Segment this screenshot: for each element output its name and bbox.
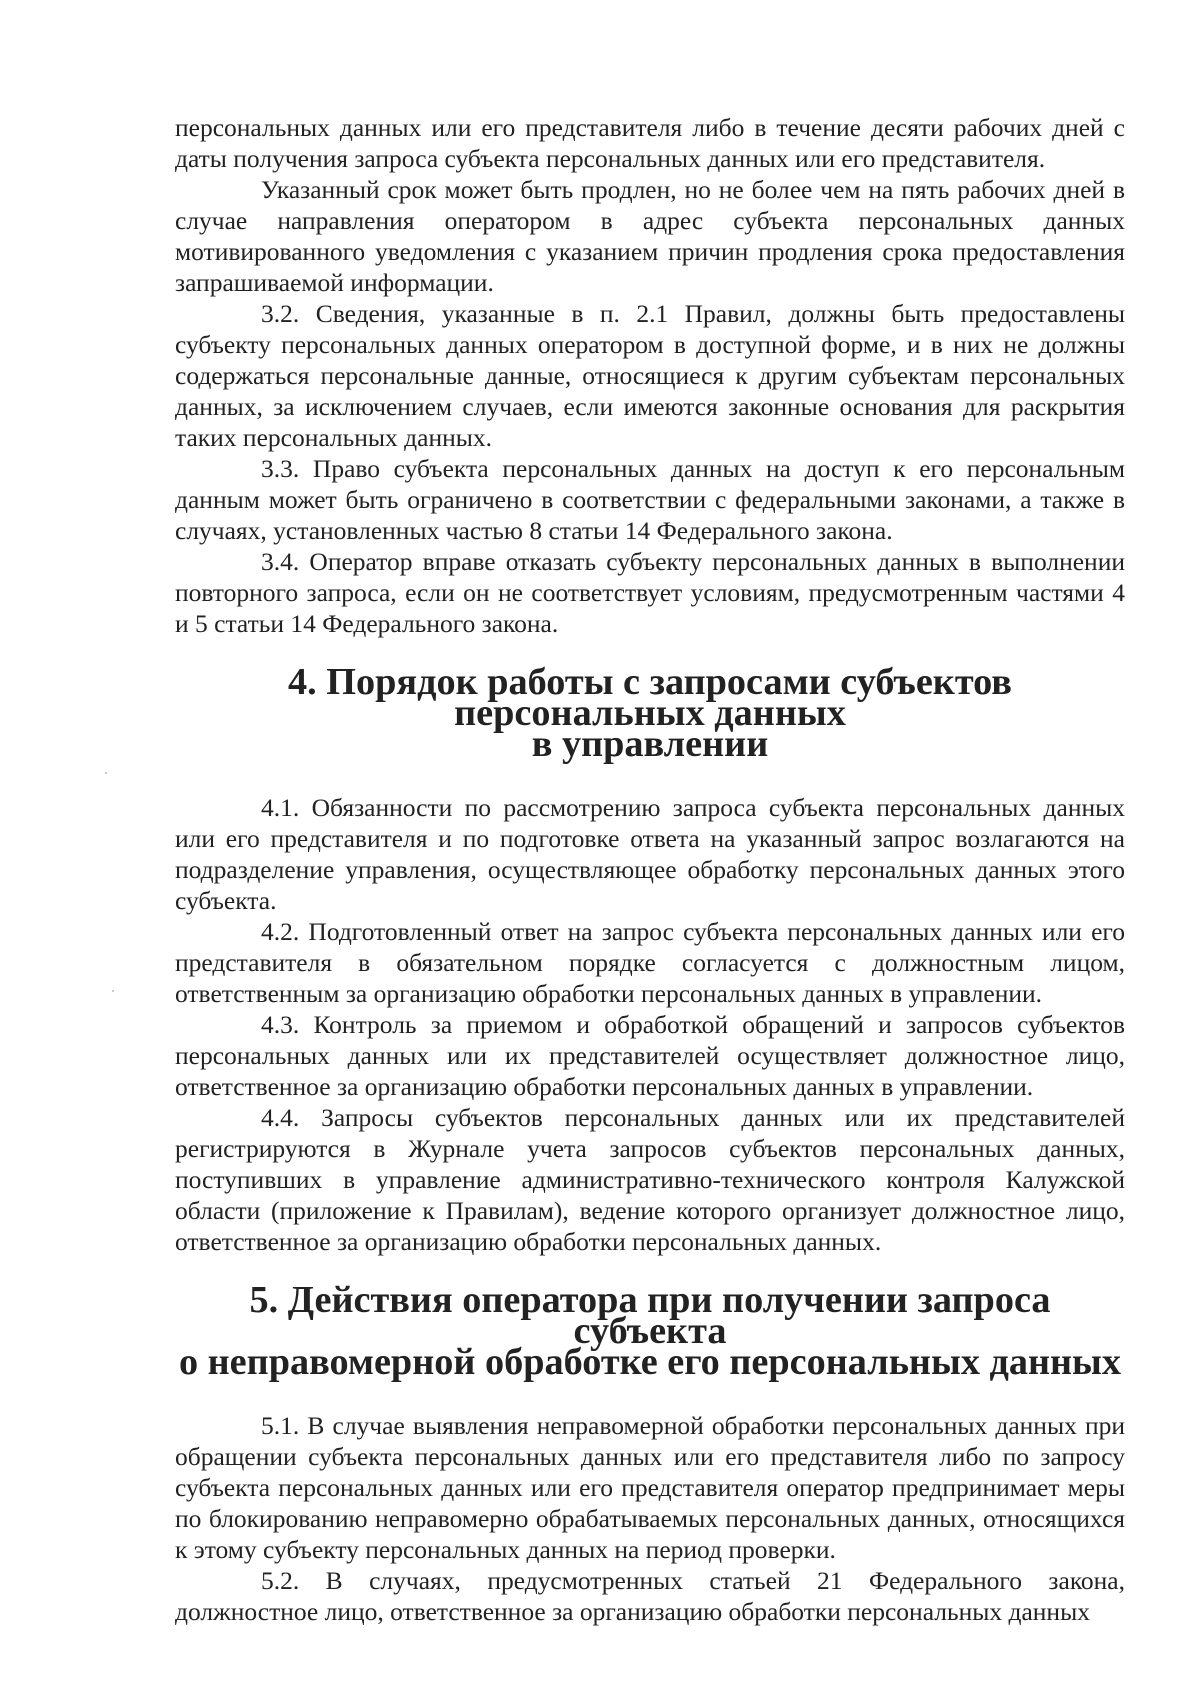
paragraph-4-2: 4.2. Подготовленный ответ на запрос субъекта персональных данных или его представителя в обязательном порядке согласуется с должностным лицом, ответственным за организацию обработки персональных данных в управлении. [175, 917, 1125, 1008]
paragraph-4-1: 4.1. Обязанности по рассмотрению запроса субъекта персональных данных или его представителя и по подготовке ответа на указанный запрос возлагаются на подразделение управления, осуществляющее обработку персональных данных этого субъекта. [175, 793, 1125, 915]
scan-speck [112, 990, 114, 992]
paragraph-4-4: 4.4. Запросы субъектов персональных данных или их представителей регистрируются в Журнале учета запросов субъектов персональных данных, поступивших в управление административно-технического контроля Калужской области (приложение к Правилам), ведение которого организует должностное лицо, ответственное за организацию обработки персональных данных. [175, 1103, 1125, 1256]
paragraph-3-3: 3.3. Право субъекта персональных данных на доступ к его персональным данным может быть ограничено в соответствии с федеральными законами, а также в случаях, установленных частью 8 статьи 14 Федерального закона. [175, 454, 1125, 545]
paragraph-5-2: 5.2. В случаях, предусмотренных статьей 21 Федерального закона, должностное лицо, ответственное за организацию обработки персональных данных [175, 1566, 1125, 1626]
section-5-heading-line-2: о неправомерной обработке его персональных данных [178, 1341, 1122, 1383]
paragraph-3-2: 3.2. Сведения, указанные в п. 2.1 Правил, должны быть предоставлены субъекту персональных данных оператором в доступной форме, и в них не должны содержаться персональные данные, относящиеся к другим субъектам персональных данных, за исключением случаев, если имеются законные основания для раскрытия таких персональных данных. [175, 299, 1125, 452]
section-4-heading-line-1: 4. Порядок работы с запросами субъектов персональных данных [288, 661, 1012, 734]
paragraph-5-1: 5.1. В случае выявления неправомерной обработки персональных данных при обращении субъекта персональных данных или его представителя либо по запросу субъекта персональных данных или его представителя оператор предпринимает меры по блокированию неправомерно обрабатываемых персональных данных, относящихся к этому субъекту персональных данных на период проверки. [175, 1411, 1125, 1564]
scan-speck [105, 772, 107, 774]
section-4-heading [175, 661, 1125, 765]
document-page [175, 112, 1125, 1627]
section-4-heading-line-2: в управлении [531, 723, 769, 765]
section-5-heading-line-1: 5. Действия оператора при получении запроса субъекта [249, 1279, 1051, 1352]
paragraph-continuation: персональных данных или его представителя либо в течение десяти рабочих дней с даты получения запроса субъекта персональных данных или его представителя. [175, 113, 1125, 173]
section-5-heading [175, 1279, 1125, 1383]
paragraph-3-4: 3.4. Оператор вправе отказать субъекту персональных данных в выполнении повторного запроса, если он не соответствует условиям, предусмотренным частями 4 и 5 статьи 14 Федерального закона. [175, 547, 1125, 638]
paragraph-term-extension: Указанный срок может быть продлен, но не более чем на пять рабочих дней в случае направления оператором в адрес субъекта персональных данных мотивированного уведомления с указанием причин продления срока предоставления запрашиваемой информации. [175, 175, 1125, 297]
paragraph-4-3: 4.3. Контроль за приемом и обработкой обращений и запросов субъектов персональных данных или их представителей осуществляет должностное лицо, ответственное за организацию обработки персональных данных в управлении. [175, 1010, 1125, 1101]
